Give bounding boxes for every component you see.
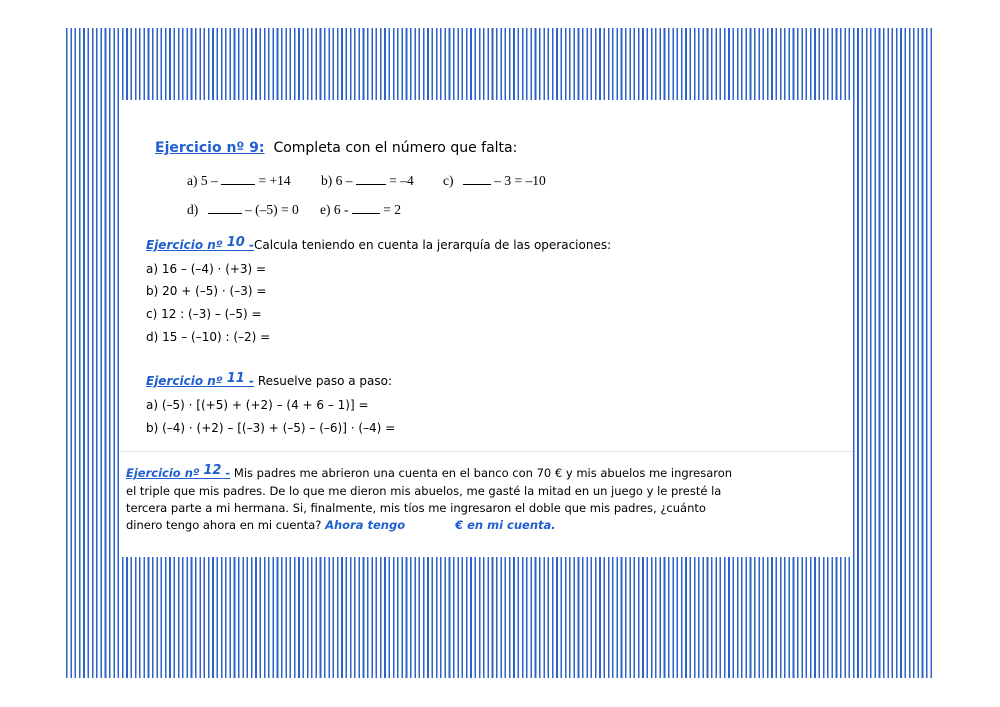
ex12-line-4 (126, 518, 556, 532)
ex10-instruction: Calcula teniendo en cuenta la jerarquía de las operaciones: (254, 238, 612, 252)
ex9-b-rest: = –4 (389, 173, 414, 188)
ex11-header (146, 371, 393, 389)
ex9-instruction: Completa con el número que falta: (273, 140, 518, 156)
ex10-item: a) 16 – (–4) · (+3) = (146, 262, 267, 276)
ex9-a-rest: = +14 (258, 173, 291, 188)
ex11-item: b) (–4) · (+2) – [(–3) + (–5) – (–6)] · (–4) = (146, 421, 396, 435)
ex9-b-label: b) 6 – (321, 173, 353, 188)
ex11-title-post: - (244, 374, 254, 388)
ex12-title-post: - (221, 466, 231, 480)
ex9-row-2b (320, 202, 401, 218)
ex9-header (155, 140, 517, 156)
ex9-d-label: d) (187, 202, 199, 217)
ex9-row-1b (321, 173, 414, 189)
ex11-title-pre: Ejercicio nº (146, 374, 227, 388)
ex9-c-blank[interactable] (463, 173, 491, 185)
ex12-text-4: dinero tengo ahora en mi cuenta? (126, 518, 322, 532)
ex9-e-label: e) 6 - (320, 202, 349, 217)
ex10-title (146, 235, 254, 252)
ex11-item: a) (–5) · [(+5) + (+2) – (4 + 6 – 1)] = (146, 398, 369, 412)
ex12-text-1: Mis padres me abrieron una cuenta en el banco con 70 € y mis abuelos me ingresaron (233, 466, 733, 480)
ex9-d-blank[interactable] (208, 202, 242, 214)
ex12-title (126, 463, 231, 480)
ex10-title-post: - (244, 238, 254, 252)
ex9-row-1 (187, 173, 291, 189)
ex9-b-blank[interactable] (356, 173, 386, 185)
ex11-title-num: 11 (226, 371, 245, 386)
ex10-title-num: 10 (226, 235, 245, 250)
ex12-title-num: 12 (203, 463, 222, 478)
ex10-item: d) 15 – (–10) : (–2) = (146, 330, 271, 344)
ex10-item: c) 12 : (–3) – (–5) = (146, 307, 262, 321)
ex9-e-blank[interactable] (352, 202, 380, 214)
ex9-c-label: c) (443, 173, 454, 188)
ex9-c-rest: – 3 = –10 (494, 173, 546, 188)
ex9-title: Ejercicio nº 9: (155, 140, 265, 156)
ex9-row-2 (187, 202, 299, 218)
ex11-instruction: Resuelve paso a paso: (257, 374, 393, 388)
ex12-line-1 (126, 463, 733, 481)
ex12-line-2: el triple que mis padres. De lo que me dieron mis abuelos, me gasté la mitad en un juego y le presté la (126, 484, 722, 498)
ex11-title (146, 371, 254, 388)
ex10-header (146, 235, 612, 253)
ex9-e-rest: = 2 (383, 202, 401, 217)
ex12-answer-post: € en mi cuenta. (455, 518, 556, 532)
ex12-answer-pre: Ahora tengo (325, 518, 406, 532)
ex9-d-rest: – (–5) = 0 (245, 202, 299, 217)
ex10-item: b) 20 + (–5) · (–3) = (146, 284, 267, 298)
section-divider (120, 451, 853, 452)
ex12-title-pre: Ejercicio nº (126, 466, 204, 480)
ex9-a-blank[interactable] (221, 173, 255, 185)
ex9-a-label: a) 5 – (187, 173, 218, 188)
ex9-row-1c (443, 173, 546, 189)
ex12-line-3: tercera parte a mi hermana. Si, finalmente, mis tíos me ingresaron el doble que mis padres, ¿cuánto (126, 501, 706, 515)
ex10-title-pre: Ejercicio nº (146, 238, 227, 252)
